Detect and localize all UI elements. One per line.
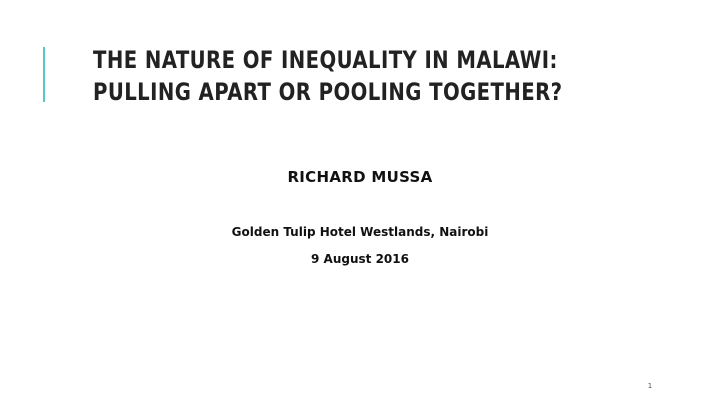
author-name: RICHARD MUSSA — [287, 168, 433, 186]
page-number: 1 — [647, 382, 653, 390]
venue-text: Golden Tulip Hotel Westlands, Nairobi — [231, 225, 489, 239]
title-line-2: PULLING APART OR POOLING TOGETHER? — [93, 78, 563, 106]
slide-title — [93, 44, 585, 108]
title-line-1: THE NATURE OF INEQUALITY IN MALAWI: — [93, 46, 558, 74]
date-text: 9 August 2016 — [311, 252, 409, 266]
accent-bar — [43, 47, 45, 102]
